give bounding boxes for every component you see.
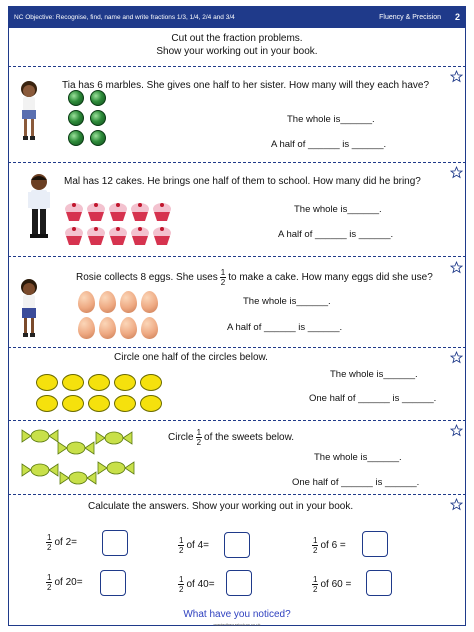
- calc-text: of 60 =: [320, 579, 352, 590]
- cut-line: [8, 162, 466, 163]
- cut-line: [8, 66, 466, 67]
- yellow-circle: [62, 395, 84, 412]
- answer-box[interactable]: [362, 531, 388, 557]
- cupcake: [108, 226, 128, 246]
- calc-text: of 6 =: [320, 540, 346, 551]
- numerator: 1: [220, 268, 226, 277]
- egg: [141, 291, 158, 313]
- cut-line: [8, 494, 466, 495]
- numerator: 1: [47, 533, 52, 542]
- answer-box[interactable]: [102, 530, 128, 556]
- header-bar: [8, 6, 466, 28]
- page-number: 2: [454, 12, 460, 22]
- site-credit: masterthecurriculum.co.uk: [213, 622, 261, 627]
- yellow-circle: [36, 395, 58, 412]
- numerator: 1: [179, 536, 184, 545]
- answer-box[interactable]: [366, 570, 392, 596]
- q2-whole: The whole is______.: [294, 204, 382, 215]
- q2-half: A half of ______ is ______.: [278, 229, 394, 240]
- q3-whole: The whole is______.: [243, 296, 331, 307]
- star-icon: [450, 498, 463, 511]
- calc-item: [310, 575, 351, 594]
- q5-whole: The whole is______.: [314, 452, 402, 463]
- egg: [99, 317, 116, 339]
- egg: [120, 291, 137, 313]
- egg: [78, 291, 95, 313]
- yellow-circle: [114, 395, 136, 412]
- star-icon: [450, 261, 463, 274]
- calc-item: [310, 536, 346, 555]
- yellow-circle: [88, 374, 110, 391]
- denominator: 2: [179, 546, 184, 555]
- numerator: 1: [313, 575, 318, 584]
- yellow-circle: [36, 374, 58, 391]
- marble: [90, 110, 106, 126]
- egg: [99, 291, 116, 313]
- cupcake: [152, 226, 172, 246]
- calc-item: [176, 536, 209, 555]
- cut-line: [8, 256, 466, 257]
- answer-box[interactable]: [100, 570, 126, 596]
- q5-half: One half of ______ is ______.: [292, 477, 420, 488]
- marble: [68, 130, 84, 146]
- denominator: 2: [313, 546, 318, 555]
- q3-half: A half of ______ is ______.: [227, 322, 343, 333]
- numerator: 1: [179, 575, 184, 584]
- denominator: 2: [47, 583, 52, 592]
- q3-text-before: Rosie collects 8 eggs. She uses: [76, 272, 218, 283]
- yellow-circle: [62, 374, 84, 391]
- calc-text: of 40=: [186, 579, 215, 590]
- fraction-half: [196, 428, 202, 447]
- boy-illustration: [26, 172, 52, 244]
- denominator: 2: [313, 585, 318, 594]
- calc-text: of 4=: [186, 540, 209, 551]
- q3-text-after: to make a cake. How many eggs did she use?: [228, 272, 433, 283]
- cupcake: [130, 202, 150, 222]
- calc-text: of 2=: [54, 537, 77, 548]
- calc-item: [44, 533, 77, 552]
- section-label: Fluency & Precision: [379, 13, 441, 21]
- numerator: 1: [196, 428, 202, 437]
- fraction-half: [178, 536, 184, 555]
- girl-illustration: [18, 80, 40, 146]
- marble: [68, 110, 84, 126]
- egg: [141, 317, 158, 339]
- footer-question: What have you noticed?: [183, 609, 291, 620]
- question-5: [168, 428, 294, 447]
- cupcake: [152, 202, 172, 222]
- fraction-half: [178, 575, 184, 594]
- question-2: Mal has 12 cakes. He brings one half of them to school. How many did he bring?: [64, 176, 421, 187]
- cut-line: [8, 420, 466, 421]
- star-icon: [450, 424, 463, 437]
- sweets-illustration: [16, 426, 156, 490]
- fraction-half: [312, 536, 318, 555]
- q1-whole: The whole is______.: [287, 114, 375, 125]
- answer-box[interactable]: [226, 570, 252, 596]
- question-1: Tia has 6 marbles. She gives one half to her sister. How many will they each have?: [62, 80, 430, 91]
- question-4: Circle one half of the circles below.: [114, 352, 268, 363]
- calc-text: of 20=: [54, 577, 83, 588]
- answer-box[interactable]: [224, 532, 250, 558]
- star-icon: [450, 166, 463, 179]
- numerator: 1: [47, 573, 52, 582]
- intro-line-2: Show your working out in your book.: [156, 46, 318, 57]
- fraction-half: [312, 575, 318, 594]
- intro-line-1: Cut out the fraction problems.: [171, 33, 303, 44]
- q4-half: One half of ______ is ______.: [309, 393, 437, 404]
- yellow-circle: [114, 374, 136, 391]
- cupcake: [130, 226, 150, 246]
- denominator: 2: [196, 438, 202, 447]
- denominator: 2: [47, 543, 52, 552]
- yellow-circle: [140, 395, 162, 412]
- fraction-half: [220, 268, 226, 287]
- intro-text: [0, 32, 474, 58]
- q5-text-after: of the sweets below.: [204, 432, 295, 443]
- cupcake: [64, 202, 84, 222]
- girl-illustration: [18, 278, 40, 342]
- q5-text-before: Circle: [168, 432, 194, 443]
- marble: [68, 90, 84, 106]
- egg: [78, 317, 95, 339]
- cupcake: [108, 202, 128, 222]
- q1-half: A half of ______ is ______.: [271, 139, 387, 150]
- star-icon: [450, 70, 463, 83]
- calc-item: [44, 573, 83, 592]
- numerator: 1: [313, 536, 318, 545]
- objective-text: NC Objective: Recognise, find, name and write fractions 1/3, 1/4, 2/4 and 3/4: [14, 13, 235, 21]
- cupcake: [86, 202, 106, 222]
- yellow-circle: [88, 395, 110, 412]
- denominator: 2: [179, 585, 184, 594]
- fraction-half: [46, 533, 52, 552]
- egg: [120, 317, 137, 339]
- calc-item: [176, 575, 215, 594]
- marble: [90, 130, 106, 146]
- yellow-circle: [140, 374, 162, 391]
- fraction-half: [46, 573, 52, 592]
- cupcake: [86, 226, 106, 246]
- cupcake: [64, 226, 84, 246]
- calc-instruction: Calculate the answers. Show your working out in your book.: [88, 501, 354, 512]
- q4-whole: The whole is______.: [330, 369, 418, 380]
- denominator: 2: [220, 278, 226, 287]
- question-3: [76, 268, 433, 287]
- star-icon: [450, 351, 463, 364]
- marble: [90, 90, 106, 106]
- cut-line: [8, 347, 466, 348]
